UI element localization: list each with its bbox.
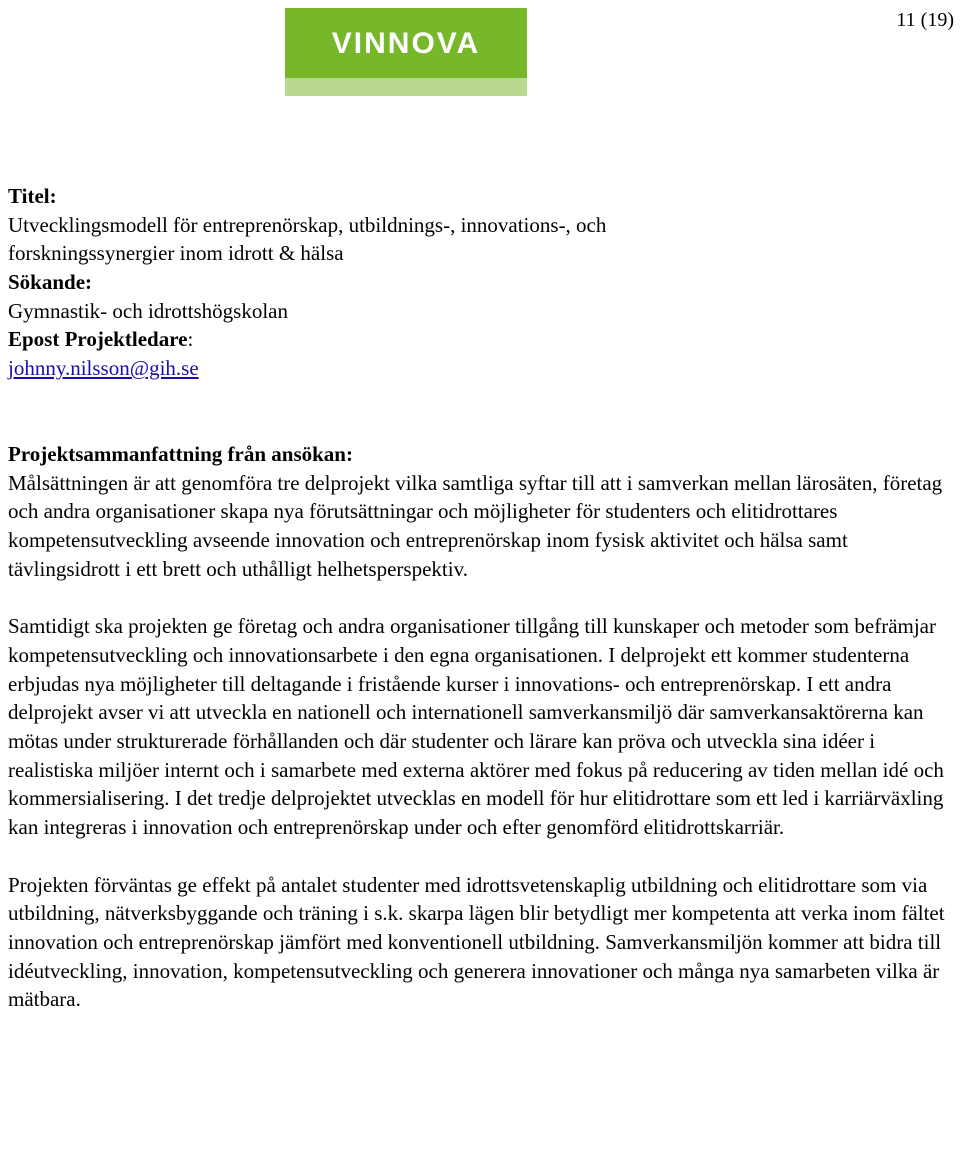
logo-band-light bbox=[285, 78, 527, 96]
summary-heading: Projektsammanfattning från ansökan: bbox=[8, 442, 353, 466]
applicant-value: Gymnastik- och idrottshögskolan bbox=[8, 298, 288, 323]
title-label: Titel: bbox=[8, 184, 57, 208]
email-label-colon: : bbox=[187, 327, 194, 352]
email-link[interactable]: johnny.nilsson@gih.se bbox=[8, 356, 199, 381]
email-line bbox=[8, 354, 908, 383]
page-number: 11 (19) bbox=[896, 9, 954, 31]
applicant-label: Sökande: bbox=[8, 270, 93, 295]
logo-wordmark: VINNOVA bbox=[331, 27, 481, 60]
project-summary bbox=[8, 440, 948, 1043]
summary-paragraph-1: Målsättningen är att genomföra tre delprojekt vilka samtliga syftar till att i samverkan mellan lärosäten, företag och andra organisationer skapa nya förutsättningar och möjligheter för studenters och elitidrottares kompetensutveckling avseende innovation och entreprenörskap inom fysisk aktivitet och hälsa samt tävlingsidrott i ett brett och uthålligt helhetsperspektiv. bbox=[8, 470, 943, 581]
document-meta bbox=[8, 182, 908, 383]
summary-paragraph-3: Projekten förväntas ge effekt på antalet studenter med idrottsvetenskaplig utbildning och elitidrottare som via utbildning, nätverksbyggande och träning i s.k. skarpa lägen blir betydligt mer kompetenta att verka inom fältet innovation och entreprenörskap jämfört med konventionell utbildning. Samverkansmiljön kommer att bidra till idéutveckling, innovation, kompetensutveckling och generera innovationer och många nya samarbeten vilka är mätbara. bbox=[8, 872, 945, 1012]
title-line-2: forskningssynergier inom idrott & hälsa bbox=[8, 241, 344, 266]
email-label: Epost Projektledare bbox=[8, 327, 188, 352]
title-line-1: Utvecklingsmodell för entreprenörskap, utbildnings-, innovations-, och bbox=[8, 212, 607, 237]
email-label-line bbox=[8, 325, 908, 354]
summary-paragraph-2: Samtidigt ska projekten ge företag och andra organisationer tillgång till kunskaper och metoder som befrämjar kompetensutveckling och innovationsarbete i den egna organisationen. I delprojekt ett kommer studenterna erbjudas nya möjligheter till deltagande i fristående kurser i innovations- och entreprenörskap. I ett andra delprojekt avser vi att utveckla en nationell och internationell samverkansmiljö där samverkansaktörerna kan mötas under strukturerade förhållanden och där studenter och lärare kan pröva och utveckla sina idéer i realistiska miljöer internt och i samarbete med externa aktörer med fokus på reducering av tiden mellan idé och kommersialisering. I det tredje delprojektet utvecklas en modell för hur elitidrottare som ett led i karriärväxling kan integreras i innovation och entreprenörskap under och efter genomförd elitidrottskarriär. bbox=[8, 614, 944, 840]
vinnova-logo bbox=[285, 8, 527, 96]
